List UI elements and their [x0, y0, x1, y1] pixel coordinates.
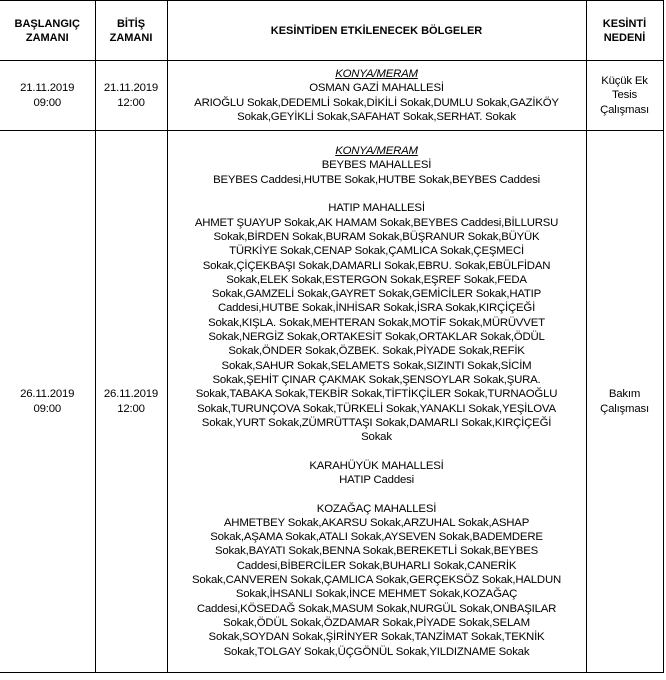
block-spacer [168, 187, 586, 201]
header-outage-reason: KESİNTİ NEDENİ [586, 1, 663, 61]
neighborhood-list [168, 158, 586, 658]
region-line: Sokak,TABAKA Sokak,TEKBİR Sokak,TİFTİKÇİLER Sokak,TURNAOĞLU [195, 388, 558, 401]
region-line: Sokak,CANVEREN Sokak,ÇAMLICA Sokak,GERÇEKSÖZ Sokak,HALDUN [191, 574, 562, 587]
reason-cell: Küçük Ek Tesis Çalışması [586, 61, 663, 131]
region-line: Sokak,BİRDEN Sokak,BURAM Sokak,BÜŞRANUR Sokak,BÜYÜK [213, 230, 540, 243]
region-line: Sokak,KIŞLA. Sokak,MEHTERAN Sokak,MOTİF Sokak,MÜRÜVVET [208, 316, 545, 329]
region-line: BEYBES Caddesi,HUTBE Sokak,HUTBE Sokak,BEYBES Caddesi [213, 173, 540, 186]
start-time-cell: 21.11.2019 09:00 [0, 61, 95, 131]
district-label: KONYA/MERAM [335, 67, 418, 80]
region-line: Sokak,ÇİÇEKBAŞI Sokak,DAMARLI Sokak,EBRU. Sokak,EBÜLFİDAN [202, 259, 551, 272]
district-label: KONYA/MERAM [335, 145, 418, 158]
neighborhood-name: HATIP MAHALLESİ [328, 202, 425, 215]
region-line: HATIP Caddesi [339, 473, 414, 486]
end-time-cell: 21.11.2019 12:00 [95, 61, 167, 131]
block-spacer [168, 487, 586, 501]
region-line: Caddesi,BİBERCİLER Sokak,BUHARLI Sokak,CANERİK [236, 559, 517, 572]
region-line: Sokak,NERGİZ Sokak,ORTAKESİT Sokak,ORTAKLAR Sokak,ÖDÜL [208, 331, 545, 344]
block-spacer [168, 444, 586, 458]
neighborhood-name: BEYBES MAHALLESİ [321, 159, 432, 172]
region-line: Sokak,GEYİKLİ Sokak,SAFAHAT Sokak,SERHAT. Sokak [237, 110, 516, 123]
region-line: Sokak,ÖNDER Sokak,ÖZBEK. Sokak,PİYADE Sokak,REFİK [228, 345, 525, 358]
region-line: Sokak,TOLGAY Sokak,ÜÇGÖNÜL Sokak,YILDIZNAME Sokak [223, 645, 530, 658]
region-line: Sokak,ŞEHİT ÇINAR ÇAKMAK Sokak,ŞENSOYLAR Sokak,ŞURA. [212, 373, 541, 386]
region-line: Sokak,SOYDAN Sokak,ŞİRİNYER Sokak,TANZİMAT Sokak,TEKNİK [208, 631, 545, 644]
header-start-time: BAŞLANGIÇ ZAMANI [0, 1, 95, 61]
regions-cell [167, 131, 586, 673]
table-row [0, 131, 663, 673]
region-line: Sokak,GAMZELİ Sokak,GAYRET Sokak,GEMİCİLER Sokak,HATIP [211, 288, 542, 301]
header-row [0, 1, 663, 61]
region-line: Sokak,AŞAMA Sokak,ATALI Sokak,AYSEVEN Sokak,BADEMDERE [210, 531, 543, 544]
reason-cell: Bakım Çalışması [586, 131, 663, 673]
region-line: Sokak,ÖDÜL Sokak,ÖZDAMAR Sokak,PİYADE Sokak,SELAM [223, 616, 530, 629]
region-line: OSMAN GAZİ MAHALLESİ [309, 82, 444, 95]
region-line: Caddesi,HUTBE Sokak,İNHİSAR Sokak,İSRA Sokak,KIRÇİÇEĞİ [217, 302, 536, 315]
region-line: AHMETBEY Sokak,AKARSU Sokak,ARZUHAL Sokak,ASHAP [223, 516, 530, 529]
region-line: TÜRKİYE Sokak,CENAP Sokak,ÇAMLICA Sokak,ÇEŞMECİ [229, 245, 524, 258]
table-row [0, 61, 663, 131]
region-line: ARIOĞLU Sokak,DEDEMLİ Sokak,DİKİLİ Sokak,DUMLU Sokak,GAZİKÖY [194, 96, 559, 109]
region-line: AHMET ŞUAYUP Sokak,AK HAMAM Sokak,BEYBES Caddesi,BİLLURSU [194, 216, 559, 229]
regions-cell [167, 61, 586, 131]
header-affected-regions: KESİNTİDEN ETKİLENECEK BÖLGELER [167, 1, 586, 61]
region-line: Sokak,ELEK Sokak,ESTERGON Sokak,EŞREF Sokak,FEDA [226, 273, 527, 286]
region-line: Caddesi,KÖSEDAĞ Sokak,MASUM Sokak,NURGÜL Sokak,ONBAŞILAR [196, 602, 557, 615]
end-time-cell: 26.11.2019 12:00 [95, 131, 167, 673]
start-time-cell: 26.11.2019 09:00 [0, 131, 95, 673]
neighborhood-name: KARAHÜYÜK MAHALLESİ [309, 459, 444, 472]
region-line: Sokak,YURT Sokak,ZÜMRÜTTAŞI Sokak,DAMARLI Sokak,KIRÇİÇEĞİ [201, 416, 552, 429]
region-line: Sokak,BAYATI Sokak,BENNA Sokak,BEREKETLİ Sokak,BEYBES [214, 545, 539, 558]
region-line: Sokak,İHSANLI Sokak,İNCE MEHMET Sokak,KOZAĞAÇ [235, 588, 518, 601]
region-line: Sokak,SAHUR Sokak,SELAMETS Sokak,SIZINTI Sokak,SİCİM [221, 359, 532, 372]
region-line: Sokak,TURUNÇOVA Sokak,TÜRKELİ Sokak,YANAKLI Sokak,YEŞİLOVA [197, 402, 556, 415]
region-line: Sokak [361, 431, 392, 444]
header-end-time: BİTİŞ ZAMANI [95, 1, 167, 61]
neighborhood-name: KOZAĞAÇ MAHALLESİ [316, 502, 437, 515]
